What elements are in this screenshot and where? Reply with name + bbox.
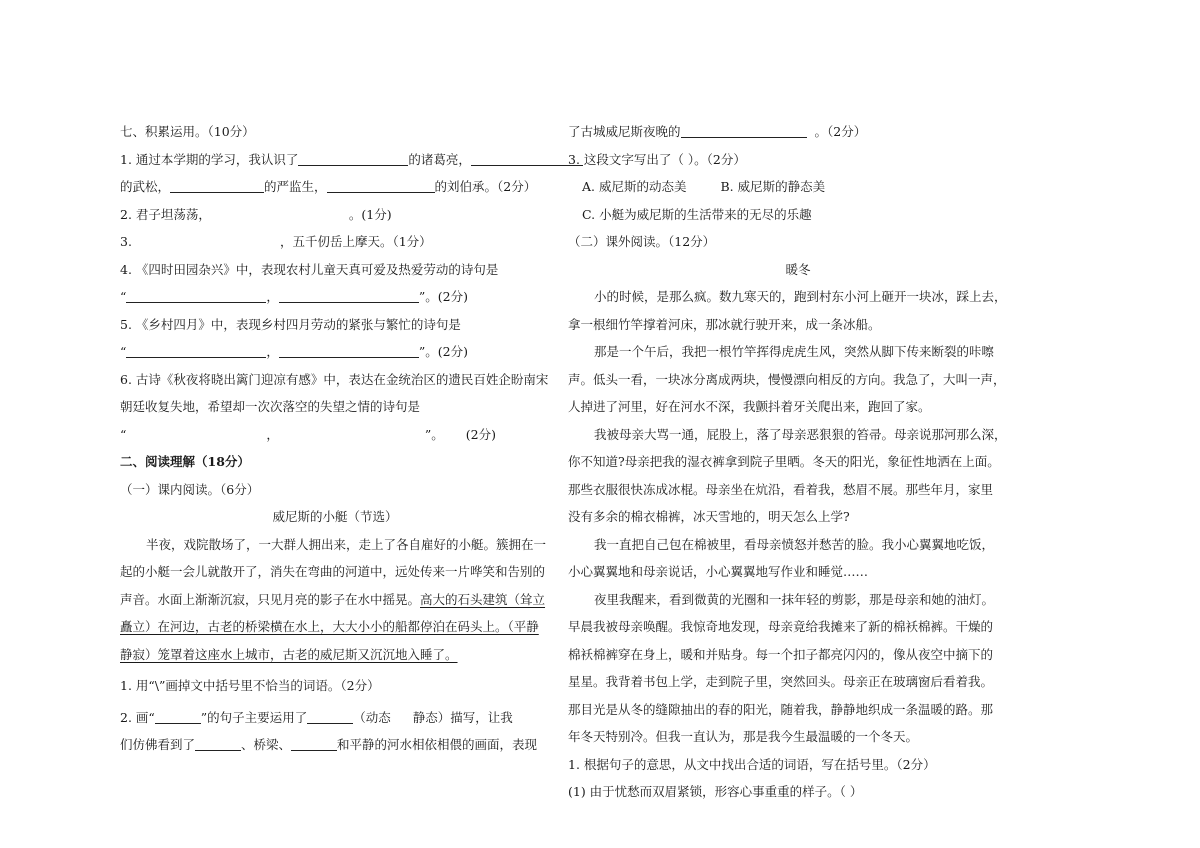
reading-question-2-line1: 2. 画“ ”的句子主要运用了 （动态 静态）描写，让我	[120, 709, 513, 725]
question-7-6-prompt-cont: 朝廷收复失地，希望却一次次落空的失望之情的诗句是	[120, 399, 421, 414]
answer-blank[interactable]	[298, 151, 408, 166]
answer-blank[interactable]	[195, 736, 241, 751]
reading-question-2-line2: 们仿佛看到了 、桥梁、 和平静的河水相依相偎的画面，表现	[120, 737, 538, 752]
section-7-title: 七、积累运用。（10分）	[120, 124, 255, 139]
answer-blank[interactable]	[126, 343, 266, 358]
passage-2-line: 我被母亲大骂一通，屁股上，落了母亲恶狠狠的笞帚。母亲说那河那么深，	[594, 426, 1007, 442]
right-column	[568, 118, 1028, 806]
answer-blank[interactable]	[327, 178, 435, 193]
passage-2-line: 星星。我背着书包上学，走到院子里，突然回头。母亲正在玻璃窗后看着我。	[568, 674, 994, 689]
reading-question-2-line3: 了古城威尼斯夜晚的 。（2分）	[568, 124, 867, 139]
question-7-2: 2. 君子坦荡荡， 。(1分)	[120, 206, 392, 222]
question-7-6-prompt: 6. 古诗《秋夜将晓出篱门迎凉有感》中，表达在金统治区的遗民百姓企盼南宋	[120, 371, 549, 387]
passage-2-line: 人掉进了河里，好在河水不深，我颤抖着牙关爬出来，跑回了家。	[568, 399, 931, 414]
passage-2-line: 拿一根细竹竿撑着河床，那冰就行驶开来，成一条冰船。	[568, 316, 881, 332]
answer-blank[interactable]	[307, 709, 353, 724]
passage-1-line: 起的小艇一会儿就散开了，消失在弯曲的河道中，远处传来一片哗笑和告别的	[120, 564, 546, 579]
passage-2-line: 那目光是从冬的缝隙抽出的春的阳光，随着我，静静地织成一条温暖的路。那	[568, 701, 994, 717]
passage-1-line: 静寂）笼罩着这座水上城市，古老的威尼斯又沉沉地入睡了。	[120, 646, 458, 662]
reading-question-3-options	[568, 173, 1028, 201]
outside-reading-question-1-1: (1) 由于忧愁而双眉紧锁，形容心事重重的样子。（ ）	[568, 784, 863, 799]
passage-1-line: 矗立）在河边，古老的桥梁横在水上，大大小小的船都停泊在码头上。（平静	[120, 619, 539, 634]
passage-1-title: 威尼斯的小艇（节选）	[272, 509, 398, 524]
left-column	[120, 118, 550, 759]
question-7-1-line2: 的武松， 的严监生， 的刘伯承。（2分）	[120, 179, 537, 194]
option-c[interactable]: C. 小艇为威尼斯的生活带来的无尽的乐趣	[582, 206, 812, 222]
question-7-4-prompt: 4. 《四时田园杂兴》中，表现农村儿童天真可爱及热爱劳动的诗句是	[120, 261, 499, 277]
passage-1-line: 半夜，戏院散场了，一大群人拥出来，走上了各自雇好的小艇。簇拥在一	[146, 536, 547, 552]
passage-2-line: 那些衣服很快冻成冰棍。母亲坐在炕沿，看着我，愁眉不展。那些年月，家里	[568, 481, 994, 497]
passage-2-line: 早晨我被母亲唤醒。我惊奇地发现，母亲竟给我摊来了新的棉袄棉裤。干燥的	[568, 619, 994, 634]
subsection-2-1-title: （一）课内阅读。（6分）	[120, 481, 260, 497]
subsection-2-2-title: （二）课外阅读。（12分）	[568, 234, 716, 249]
option-b[interactable]: B. 威尼斯的静态美	[720, 179, 826, 194]
answer-blank[interactable]	[471, 151, 583, 166]
reading-question-3: 3. 这段文字写出了（ ）。（2分）	[568, 151, 746, 167]
question-7-5-answer: “ ， ”。(2分)	[120, 344, 469, 359]
passage-2-line: 声。低头一看，一块冰分离成两块，慢慢漂向相反的方向。我急了，大叫一声，	[568, 371, 1006, 387]
option-a[interactable]: A. 威尼斯的动态美	[582, 179, 687, 194]
question-7-1-line1: 1. 通过本学期的学习，我认识了 的诸葛亮，	[120, 146, 550, 174]
answer-blank[interactable]	[291, 736, 337, 751]
passage-2-line: 小心翼翼地和母亲说话，小心翼翼地写作业和睡觉……	[568, 564, 869, 579]
passage-2-line: 夜里我醒来，看到微黄的光圈和一抹年轻的剪影，那是母亲和她的油灯。	[594, 591, 995, 607]
passage-2-line: 年冬天特别冷。但我一直认为，那是我今生最温暖的一个冬天。	[568, 729, 919, 744]
passage-2-line: 我一直把自己包在棉被里，看母亲愤怒并愁苦的脸。我小心翼翼地吃饭，	[594, 536, 995, 552]
reading-question-1: 1. 用“\”画掉文中括号里不恰当的词语。（2分）	[120, 678, 380, 693]
answer-blank[interactable]	[155, 709, 201, 724]
question-7-6-answer: “ ， ”。 (2分)	[120, 426, 497, 442]
section-2-title: 二、阅读理解（18分）	[120, 454, 250, 469]
passage-2-line: 你不知道?母亲把我的湿衣裤拿到院子里晒。冬天的阳光，象征性地洒在上面。	[568, 454, 1000, 469]
passage-1-line: 声音。水面上渐渐沉寂，只见月亮的影子在水中摇晃。高大的石头建筑（耸立	[120, 591, 546, 607]
answer-blank[interactable]	[170, 178, 264, 193]
answer-blank[interactable]	[279, 288, 419, 303]
passage-2-line: 小的时候，是那么疯。数九寒天的，跑到村东小河上砸开一块冰，踩上去，	[594, 289, 1007, 304]
reading-question-3-option-c	[568, 201, 1028, 229]
question-7-3: 3. ，五千仞岳上摩天。（1分）	[120, 234, 432, 249]
question-7-5-prompt: 5. 《乡村四月》中，表现乡村四月劳动的紧张与繁忙的诗句是	[120, 316, 461, 332]
passage-2-title: 暖冬	[785, 261, 811, 277]
passage-2-line: 棉袄棉裤穿在身上，暖和并贴身。每一个扣子都亮闪闪的，像从夜空中摘下的	[568, 646, 994, 662]
question-7-4-answer: “ ， ”。(2分)	[120, 289, 469, 304]
passage-2-line: 那是一个午后，我把一根竹竿挥得虎虎生风，突然从脚下传来断裂的咔嚓	[594, 344, 995, 359]
answer-blank[interactable]	[279, 343, 419, 358]
answer-blank[interactable]	[126, 288, 266, 303]
outside-reading-question-1: 1. 根据句子的意思，从文中找出合适的词语，写在括号里。（2分）	[568, 756, 936, 772]
passage-2-line: 没有多余的棉衣棉裤，冰天雪地的，明天怎么上学?	[568, 509, 850, 524]
answer-blank[interactable]	[681, 123, 807, 138]
